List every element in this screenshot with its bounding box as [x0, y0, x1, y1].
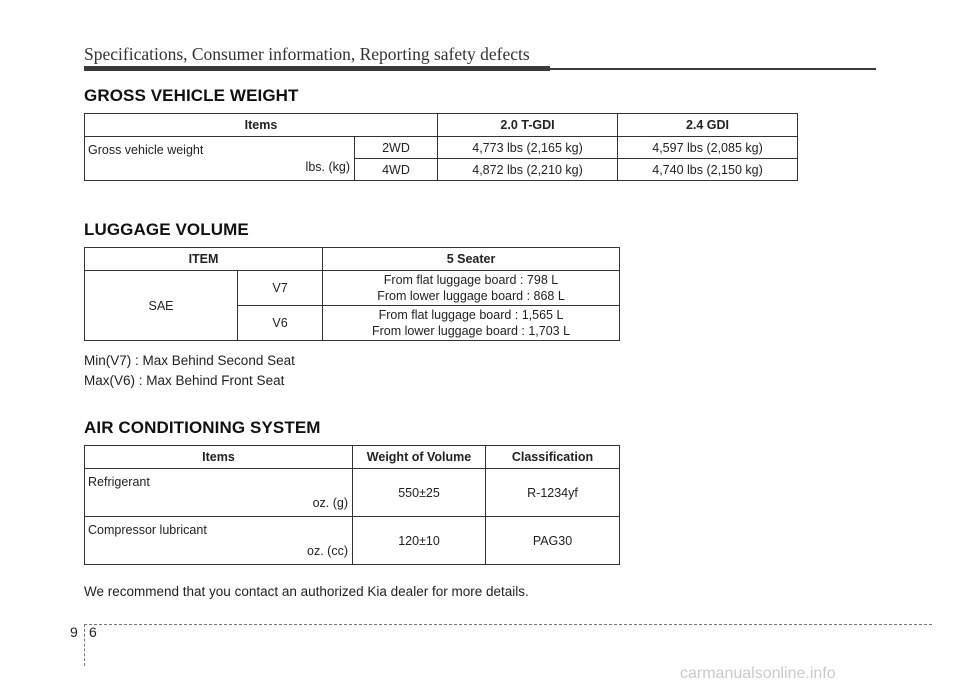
luggage-note-min: Min(V7) : Max Behind Second Seat [84, 353, 295, 368]
ac-item-unit: oz. (g) [312, 496, 348, 510]
ac-class-value: R-1234yf [486, 469, 620, 517]
ac-weight-value: 550±25 [353, 469, 486, 517]
luggage-variant: V6 [238, 306, 323, 341]
gvw-value: 4,597 lbs (2,085 kg) [618, 137, 798, 159]
gvw-drive-2wd: 2WD [355, 137, 438, 159]
luggage-value [323, 306, 620, 341]
gvw-table [84, 113, 798, 181]
page-chapter-number: 9 [70, 624, 78, 640]
header-rule-thick [84, 66, 550, 71]
footer-page-divider [84, 624, 85, 666]
ac-weight-value: 120±10 [353, 517, 486, 565]
gvw-heading: GROSS VEHICLE WEIGHT [84, 86, 299, 105]
gvw-item-name: Gross vehicle weight [88, 143, 204, 157]
gvw-item-cell [85, 137, 355, 181]
gvw-value: 4,773 lbs (2,165 kg) [438, 137, 618, 159]
gvw-value: 4,872 lbs (2,210 kg) [438, 159, 618, 181]
page-number: 6 [89, 624, 97, 640]
ac-heading: AIR CONDITIONING SYSTEM [84, 418, 321, 437]
luggage-heading: LUGGAGE VOLUME [84, 220, 249, 239]
luggage-table [84, 247, 620, 341]
ac-item-unit: oz. (cc) [307, 544, 348, 558]
gvw-value: 4,740 lbs (2,150 kg) [618, 159, 798, 181]
luggage-variant: V7 [238, 271, 323, 306]
ac-item-name: Refrigerant [88, 475, 150, 489]
luggage-standard: SAE [85, 271, 238, 341]
dealer-recommendation: We recommend that you contact an authorized Kia dealer for more details. [84, 584, 529, 599]
luggage-value [323, 271, 620, 306]
ac-col-weight: Weight of Volume [353, 446, 486, 469]
table-row [85, 271, 620, 306]
luggage-value-line: From lower luggage board : 868 L [377, 289, 565, 303]
header-rule-thin [550, 68, 876, 70]
table-row [85, 137, 798, 159]
table-row [85, 517, 620, 565]
ac-item-name: Compressor lubricant [88, 523, 207, 537]
ac-item-cell [85, 517, 353, 565]
luggage-note-max: Max(V6) : Max Behind Front Seat [84, 373, 285, 388]
gvw-col-engine2: 2.4 GDI [618, 114, 798, 137]
gvw-drive-4wd: 4WD [355, 159, 438, 181]
ac-col-class: Classification [486, 446, 620, 469]
luggage-header-row [85, 248, 620, 271]
luggage-value-line: From flat luggage board : 1,565 L [378, 308, 564, 322]
gvw-item-unit: lbs. (kg) [305, 160, 350, 174]
ac-class-value: PAG30 [486, 517, 620, 565]
ac-col-items: Items [85, 446, 353, 469]
luggage-value-line: From flat luggage board : 798 L [383, 273, 559, 287]
table-row [85, 469, 620, 517]
gvw-header-row [85, 114, 798, 137]
luggage-col-seater: 5 Seater [323, 248, 620, 271]
luggage-col-item: ITEM [85, 248, 323, 271]
ac-table [84, 445, 620, 565]
section-header-title: Specifications, Consumer information, Reporting safety defects [84, 44, 530, 64]
gvw-col-engine1: 2.0 T-GDI [438, 114, 618, 137]
watermark-text: carmanualsonline.info [680, 665, 836, 682]
footer-divider [84, 624, 932, 625]
gvw-col-items: Items [85, 114, 438, 137]
ac-header-row [85, 446, 620, 469]
luggage-value-line: From lower luggage board : 1,703 L [371, 324, 571, 338]
ac-item-cell [85, 469, 353, 517]
